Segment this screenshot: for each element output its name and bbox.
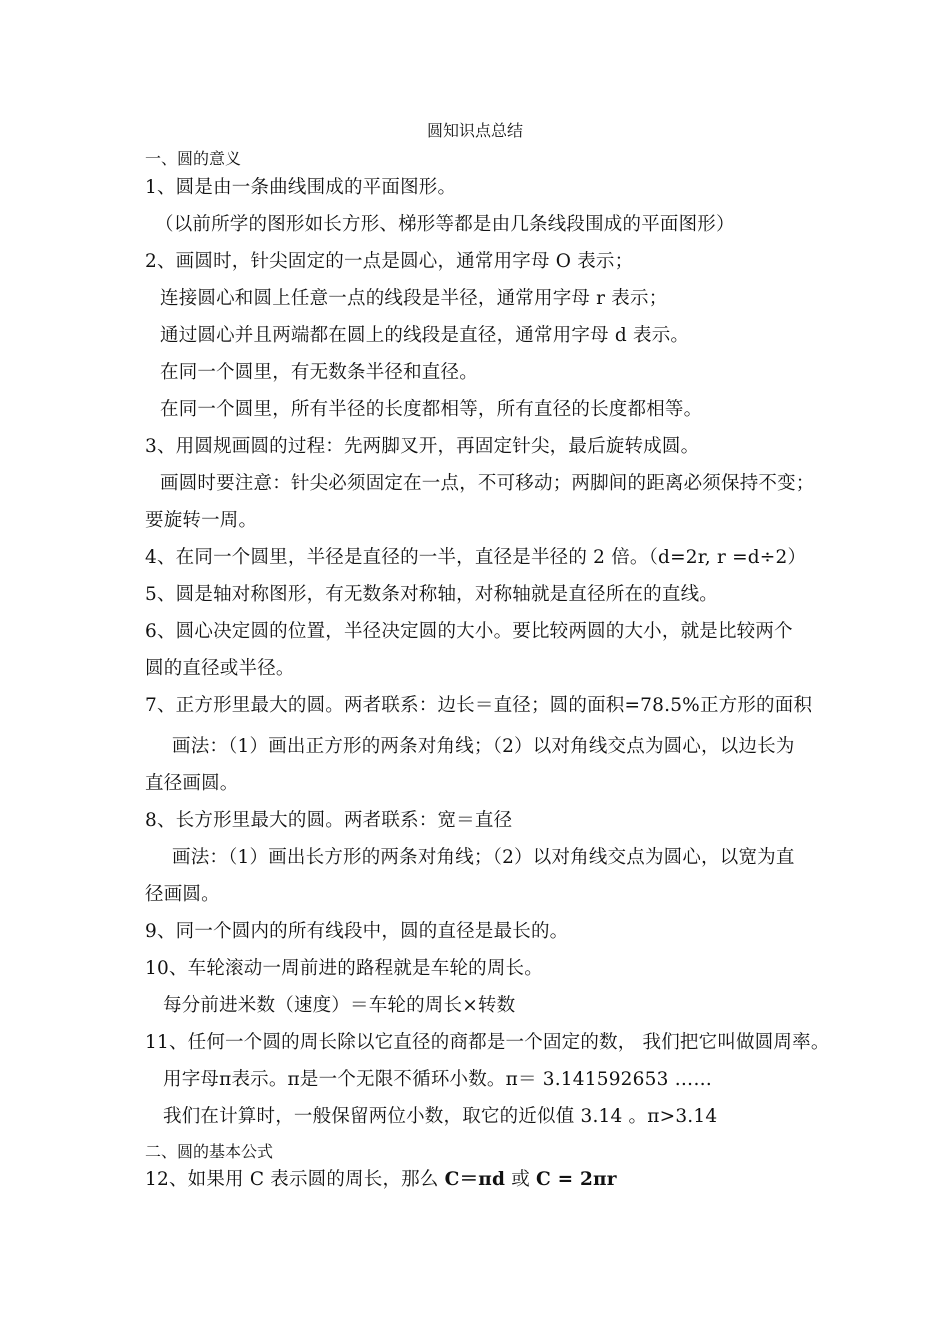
text-line: 7、正方形里最大的圆。两者联系：边长＝直径；圆的面积=78.5%正方形的面积 (145, 695, 813, 716)
text-line: 5、圆是轴对称图形，有无数条对称轴，对称轴就是直径所在的直线。 (145, 584, 718, 605)
text-line: 我们在计算时，一般保留两位小数，取它的近似值 3.14 。π>3.14 (163, 1106, 718, 1127)
text-line: 4、在同一个圆里，半径是直径的一半，直径是半径的 2 倍。（d=2r, r =d÷2） (145, 547, 807, 568)
text-line: 直径画圆。 (145, 773, 239, 794)
text-line: 要旋转一周。 (145, 510, 258, 531)
text-line: 画圆时要注意：针尖必须固定在一点，不可移动；两脚间的距离必须保持不变； (160, 473, 815, 494)
formula-or: 或 (505, 1169, 537, 1190)
text-line-formula (145, 1165, 617, 1191)
section-heading-meaning: 一、圆的意义 (145, 149, 242, 168)
text-line: 3、用圆规画圆的过程：先两脚叉开，再固定针尖，最后旋转成圆。 (145, 436, 700, 457)
document-title: 圆知识点总结 (426, 121, 523, 140)
text-line: 6、圆心决定圆的位置，半径决定圆的大小。要比较两圆的大小，就是比较两个 (145, 621, 793, 642)
text-line: 在同一个圆里，所有半径的长度都相等，所有直径的长度都相等。 (160, 399, 703, 420)
text-line: 每分前进米数（速度）＝车轮的周长×转数 (163, 995, 516, 1016)
text-line: 11、任何一个圆的周长除以它直径的商都是一个固定的数， 我们把它叫做圆周率。 (145, 1032, 830, 1053)
text-line: 径画圆。 (145, 884, 220, 905)
text-line: 圆的直径或半径。 (145, 658, 295, 679)
formula-circumference-r: C = 2πr (536, 1169, 617, 1190)
section-heading-formulas: 二、圆的基本公式 (145, 1142, 274, 1161)
text-line: 在同一个圆里，有无数条半径和直径。 (160, 362, 478, 383)
text-line: 画法：（1）画出正方形的两条对角线；（2）以对角线交点为圆心，以边长为 (172, 736, 795, 757)
text-line: 画法：（1）画出长方形的两条对角线；（2）以对角线交点为圆心，以宽为直 (172, 847, 795, 868)
text-line: 用字母π表示。π是一个无限不循环小数。π＝ 3.141592653 …… (163, 1069, 713, 1090)
text-line: 9、同一个圆内的所有线段中，圆的直径是最长的。 (145, 921, 569, 942)
text-line: 通过圆心并且两端都在圆上的线段是直径，通常用字母 d 表示。 (160, 325, 690, 346)
text-line: 8、长方形里最大的圆。两者联系：宽＝直径 (145, 810, 513, 831)
text-line: 1、圆是由一条曲线围成的平面图形。 (145, 177, 457, 198)
text-line: 2、画圆时，针尖固定的一点是圆心，通常用字母 O 表示； (145, 251, 634, 272)
text-line: 10、车轮滚动一周前进的路程就是车轮的周长。 (145, 958, 543, 979)
text-line: （以前所学的图形如长方形、梯形等都是由几条线段围成的平面图形） (155, 214, 735, 235)
formula-prefix: 12、如果用 C 表示圆的周长，那么 (145, 1169, 445, 1190)
formula-circumference-d: C＝πd (444, 1169, 506, 1190)
text-line: 连接圆心和圆上任意一点的线段是半径，通常用字母 r 表示； (160, 288, 668, 309)
